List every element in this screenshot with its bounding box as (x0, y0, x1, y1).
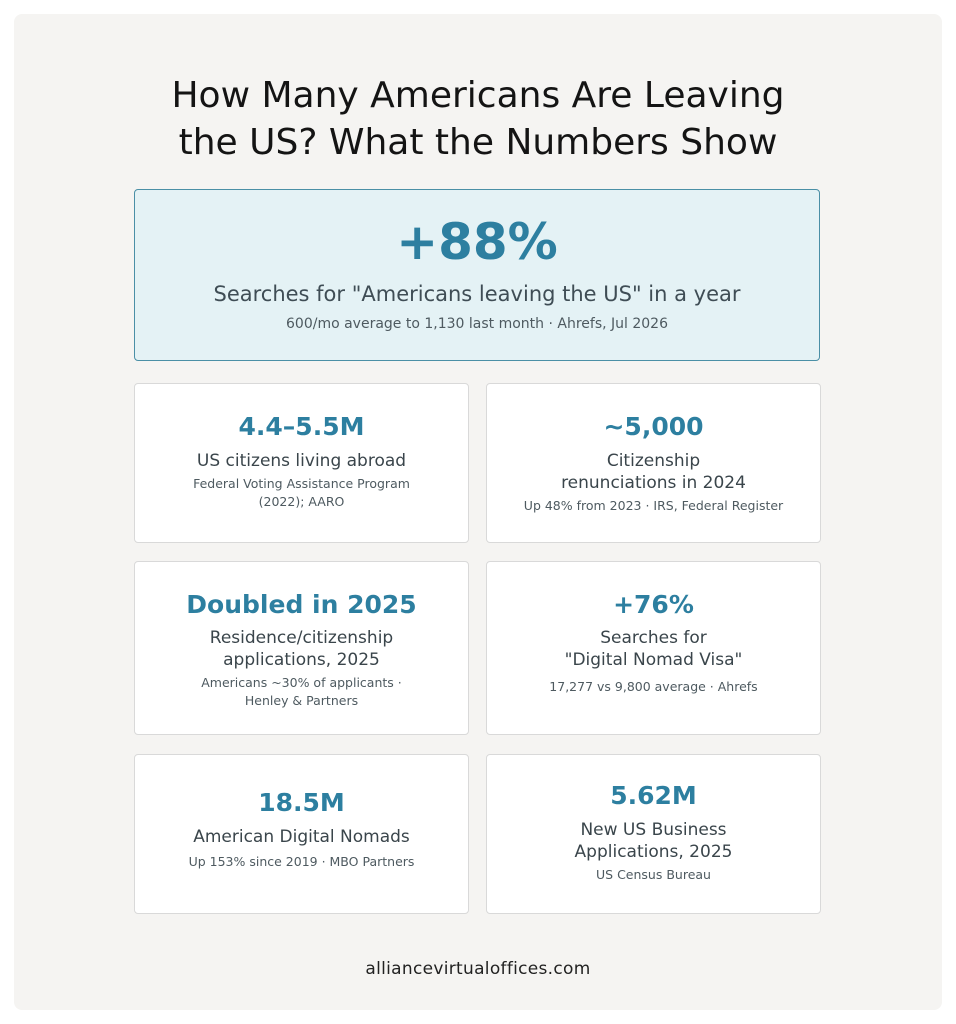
stat-label: Residence/citizenship applications, 2025 (209, 628, 394, 670)
stat-label: Searches for "Digital Nomad Visa" (564, 628, 743, 670)
footer-website: alliancevirtualoffices.com (365, 959, 591, 979)
stat-card-digital-nomad-visa (486, 561, 821, 735)
hero-stat-label: Searches for "Americans leaving the US" in a year (213, 282, 741, 306)
stat-source: US Census Bureau (596, 867, 711, 882)
stat-source: Federal Voting Assistance Program (2022); AARO (193, 476, 410, 509)
stat-card-digital-nomads (134, 754, 469, 914)
stat-source: Up 48% from 2023 · IRS, Federal Register (523, 498, 784, 513)
stat-card-citizens-abroad (134, 383, 469, 543)
stat-value: 18.5M (258, 788, 345, 817)
hero-stat-value: +88% (396, 213, 558, 271)
stat-card-renunciations (486, 383, 821, 543)
hero-stat-source: 600/mo average to 1,130 last month · Ahrefs, Jul 2026 (286, 316, 668, 332)
stat-value: 5.62M (610, 781, 697, 810)
stat-label: Citizenship renunciations in 2024 (561, 451, 746, 493)
stat-source: Americans ~30% of applicants · Henley & Partners (201, 675, 402, 708)
stat-source: Up 153% since 2019 · MBO Partners (188, 854, 415, 869)
stat-value: ~5,000 (603, 412, 704, 441)
hero-stat-card (134, 189, 820, 361)
page-title: How Many Americans Are Leaving the US? What the Numbers Show (171, 75, 785, 163)
stat-card-business-applications (486, 754, 821, 914)
stat-label: American Digital Nomads (193, 827, 410, 847)
stat-label: US citizens living abroad (196, 451, 407, 471)
stat-card-residence-applications (134, 561, 469, 735)
stat-label: New US Business Applications, 2025 (574, 820, 733, 862)
infographic-canvas (14, 14, 942, 1010)
stat-value: Doubled in 2025 (186, 590, 417, 619)
stat-source: 17,277 vs 9,800 average · Ahrefs (549, 679, 758, 694)
stat-value: 4.4–5.5M (238, 412, 365, 441)
stat-value: +76% (613, 590, 694, 619)
